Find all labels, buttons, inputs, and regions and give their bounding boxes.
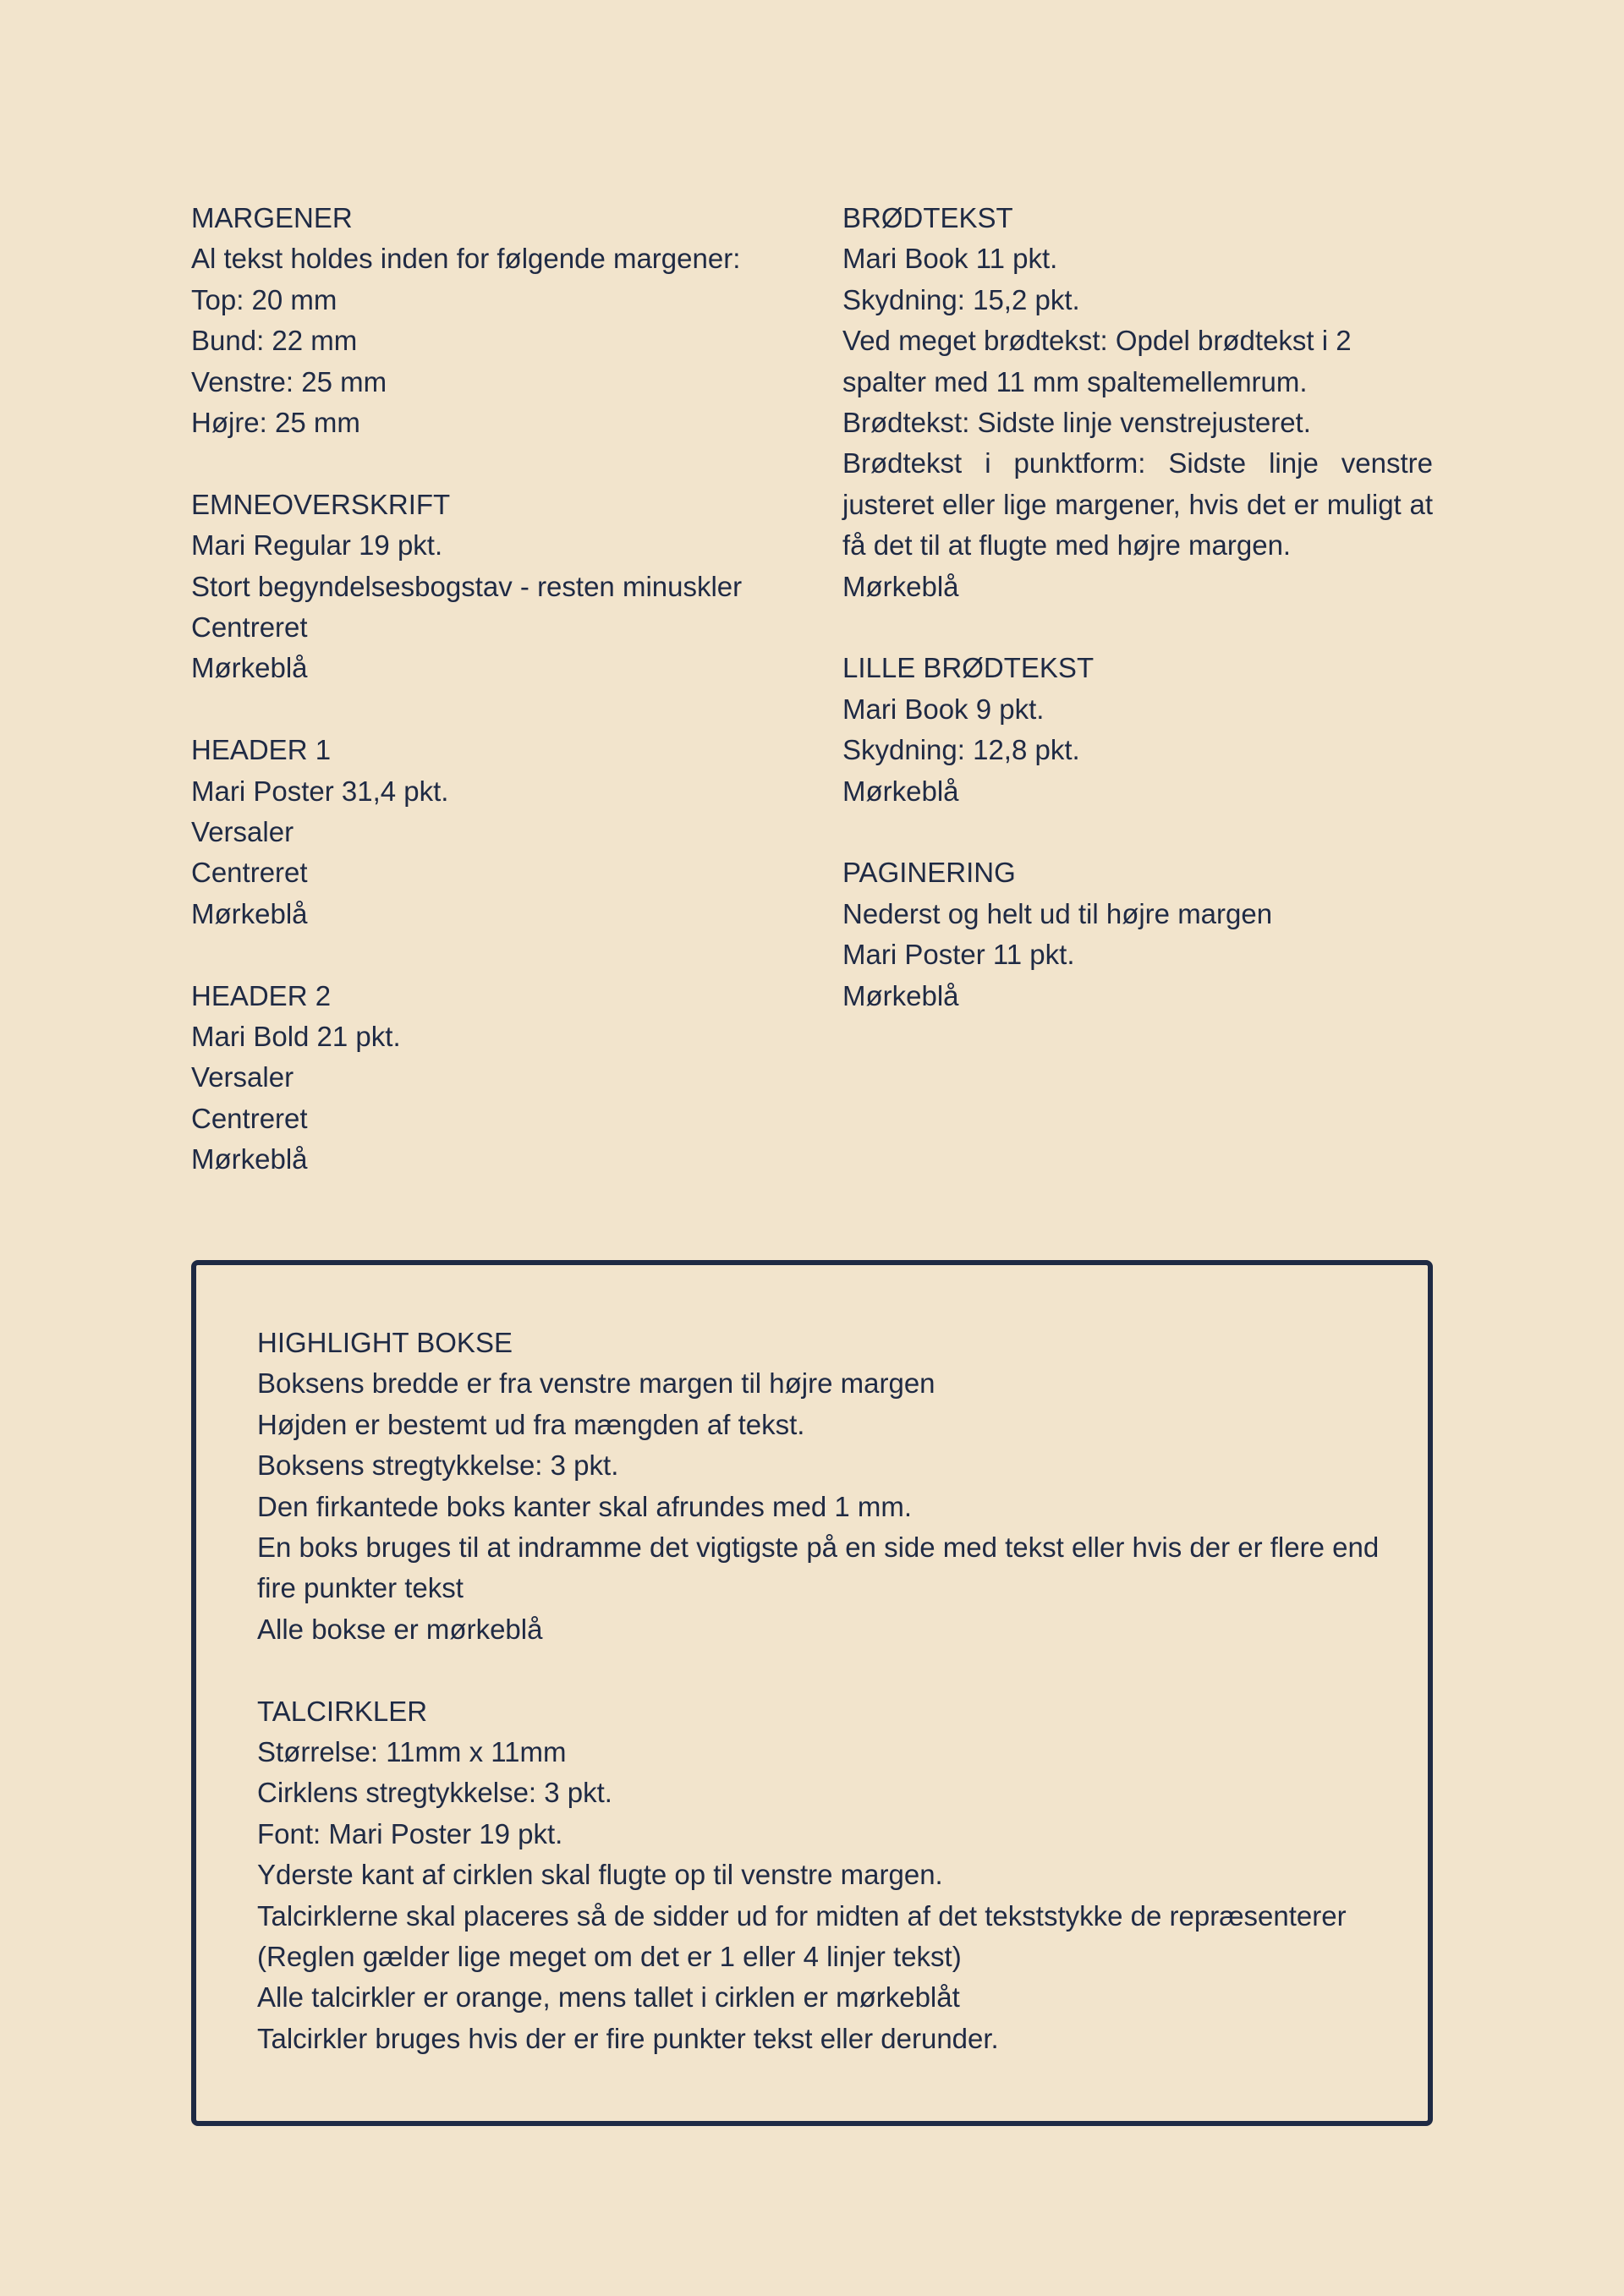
- spec-line: Mari Regular 19 pkt.: [191, 529, 443, 562]
- section-heading: BRØDTEKST: [842, 202, 1013, 233]
- spec-line: Højre: 25 mm: [191, 407, 360, 439]
- section-margener: [191, 198, 792, 443]
- section-heading: LILLE BRØDTEKST: [842, 652, 1095, 684]
- spec-line-justified: justeret eller lige margener, hvis det er muligt at: [842, 488, 1433, 520]
- spec-line-justified: Brødtekst i punktform: Sidste linje venstre: [842, 447, 1433, 479]
- left-column: [191, 198, 792, 1221]
- spec-line: Al tekst holdes inden for følgende margener:: [191, 243, 741, 275]
- spec-line: fire punkter tekst: [257, 1572, 464, 1604]
- spec-line: Talcirklerne skal placeres så de sidder ud for midten af det tekststykke de repræsenterer: [257, 1899, 1347, 1932]
- section-highlight-bokse: [257, 1323, 1380, 1650]
- spec-line: Mari Book 9 pkt.: [842, 693, 1045, 725]
- spec-line: Mari Poster 11 pkt.: [842, 939, 1075, 971]
- section-heading: PAGINERING: [842, 857, 1016, 889]
- spec-line: Mari Book 11 pkt.: [842, 243, 1058, 275]
- spec-line: Venstre: 25 mm: [191, 365, 387, 397]
- spec-line: Top: 20 mm: [191, 283, 337, 315]
- spec-line: Mørkeblå: [842, 979, 959, 1011]
- spec-line: få det til at flugte med højre margen.: [842, 529, 1292, 562]
- spec-line: Ved meget brødtekst: Opdel brødtekst i 2: [842, 325, 1352, 357]
- spec-line: Stort begyndelsesbogstav - resten minuskler: [191, 570, 743, 602]
- section-paginering: [842, 852, 1433, 1016]
- spec-line: Mørkeblå: [191, 897, 308, 929]
- spec-line: Mørkeblå: [191, 652, 308, 684]
- spec-line: En boks bruges til at indramme det vigtigste på en side med tekst eller hvis der er flere end: [257, 1532, 1380, 1564]
- spec-line: Den firkantede boks kanter skal afrundes med 1 mm.: [257, 1490, 913, 1522]
- spec-line: Centreret: [191, 857, 308, 889]
- spec-line: Mørkeblå: [191, 1143, 308, 1175]
- spec-line: Versaler: [191, 816, 294, 848]
- spec-line: Nederst og helt ud til højre margen: [842, 897, 1273, 929]
- spec-line: Boksens stregtykkelse: 3 pkt.: [257, 1449, 619, 1482]
- section-emneoverskrift: [191, 485, 792, 689]
- section-heading: EMNEOVERSKRIFT: [191, 488, 451, 520]
- spec-line: Alle talcirkler er orange, mens tallet i cirklen er mørkeblåt: [257, 1981, 960, 2014]
- section-header-2: [191, 976, 792, 1181]
- spec-line: Talcirkler bruges hvis der er fire punkter tekst eller derunder.: [257, 2022, 999, 2054]
- section-heading: HEADER 2: [191, 979, 332, 1011]
- spec-line: (Reglen gælder lige meget om det er 1 eller 4 linjer tekst): [257, 1941, 962, 1973]
- section-header-1: [191, 730, 792, 934]
- spec-line: Centreret: [191, 611, 308, 644]
- spec-line: Yderste kant af cirklen skal flugte op til venstre margen.: [257, 1859, 943, 1891]
- section-lille-brodtekst: [842, 648, 1433, 812]
- spec-line: spalter med 11 mm spaltemellemrum.: [842, 365, 1308, 397]
- spec-line: Størrelse: 11mm x 11mm: [257, 1736, 567, 1768]
- spec-line: Mari Poster 31,4 pkt.: [191, 775, 449, 807]
- spec-line: Brødtekst: Sidste linje venstrejusteret.: [842, 407, 1311, 439]
- spec-line: Mari Bold 21 pkt.: [191, 1021, 401, 1053]
- section-brodtekst: [842, 198, 1433, 607]
- section-heading: HIGHLIGHT BOKSE: [257, 1327, 513, 1358]
- spec-line: Mørkeblå: [842, 570, 959, 602]
- section-talcirkler: [257, 1691, 1372, 2060]
- spec-line: Alle bokse er mørkeblå: [257, 1613, 543, 1645]
- spec-line: Mørkeblå: [842, 775, 959, 807]
- spec-line: Højden er bestemt ud fra mængden af tekst.: [257, 1408, 805, 1440]
- spec-line: Centreret: [191, 1102, 308, 1134]
- section-heading: HEADER 1: [191, 734, 332, 766]
- highlight-box: [191, 1260, 1433, 2126]
- spec-line: Skydning: 15,2 pkt.: [842, 283, 1080, 315]
- right-column: [842, 198, 1433, 1057]
- section-heading: TALCIRKLER: [257, 1695, 428, 1727]
- spec-line: Skydning: 12,8 pkt.: [842, 734, 1080, 766]
- spec-line: Boksens bredde er fra venstre margen til højre margen: [257, 1367, 935, 1400]
- spec-line: Versaler: [191, 1061, 294, 1093]
- spec-line: Cirklens stregtykkelse: 3 pkt.: [257, 1777, 612, 1809]
- spec-line: Bund: 22 mm: [191, 325, 358, 357]
- spec-line: Font: Mari Poster 19 pkt.: [257, 1817, 563, 1849]
- section-heading: MARGENER: [191, 202, 353, 233]
